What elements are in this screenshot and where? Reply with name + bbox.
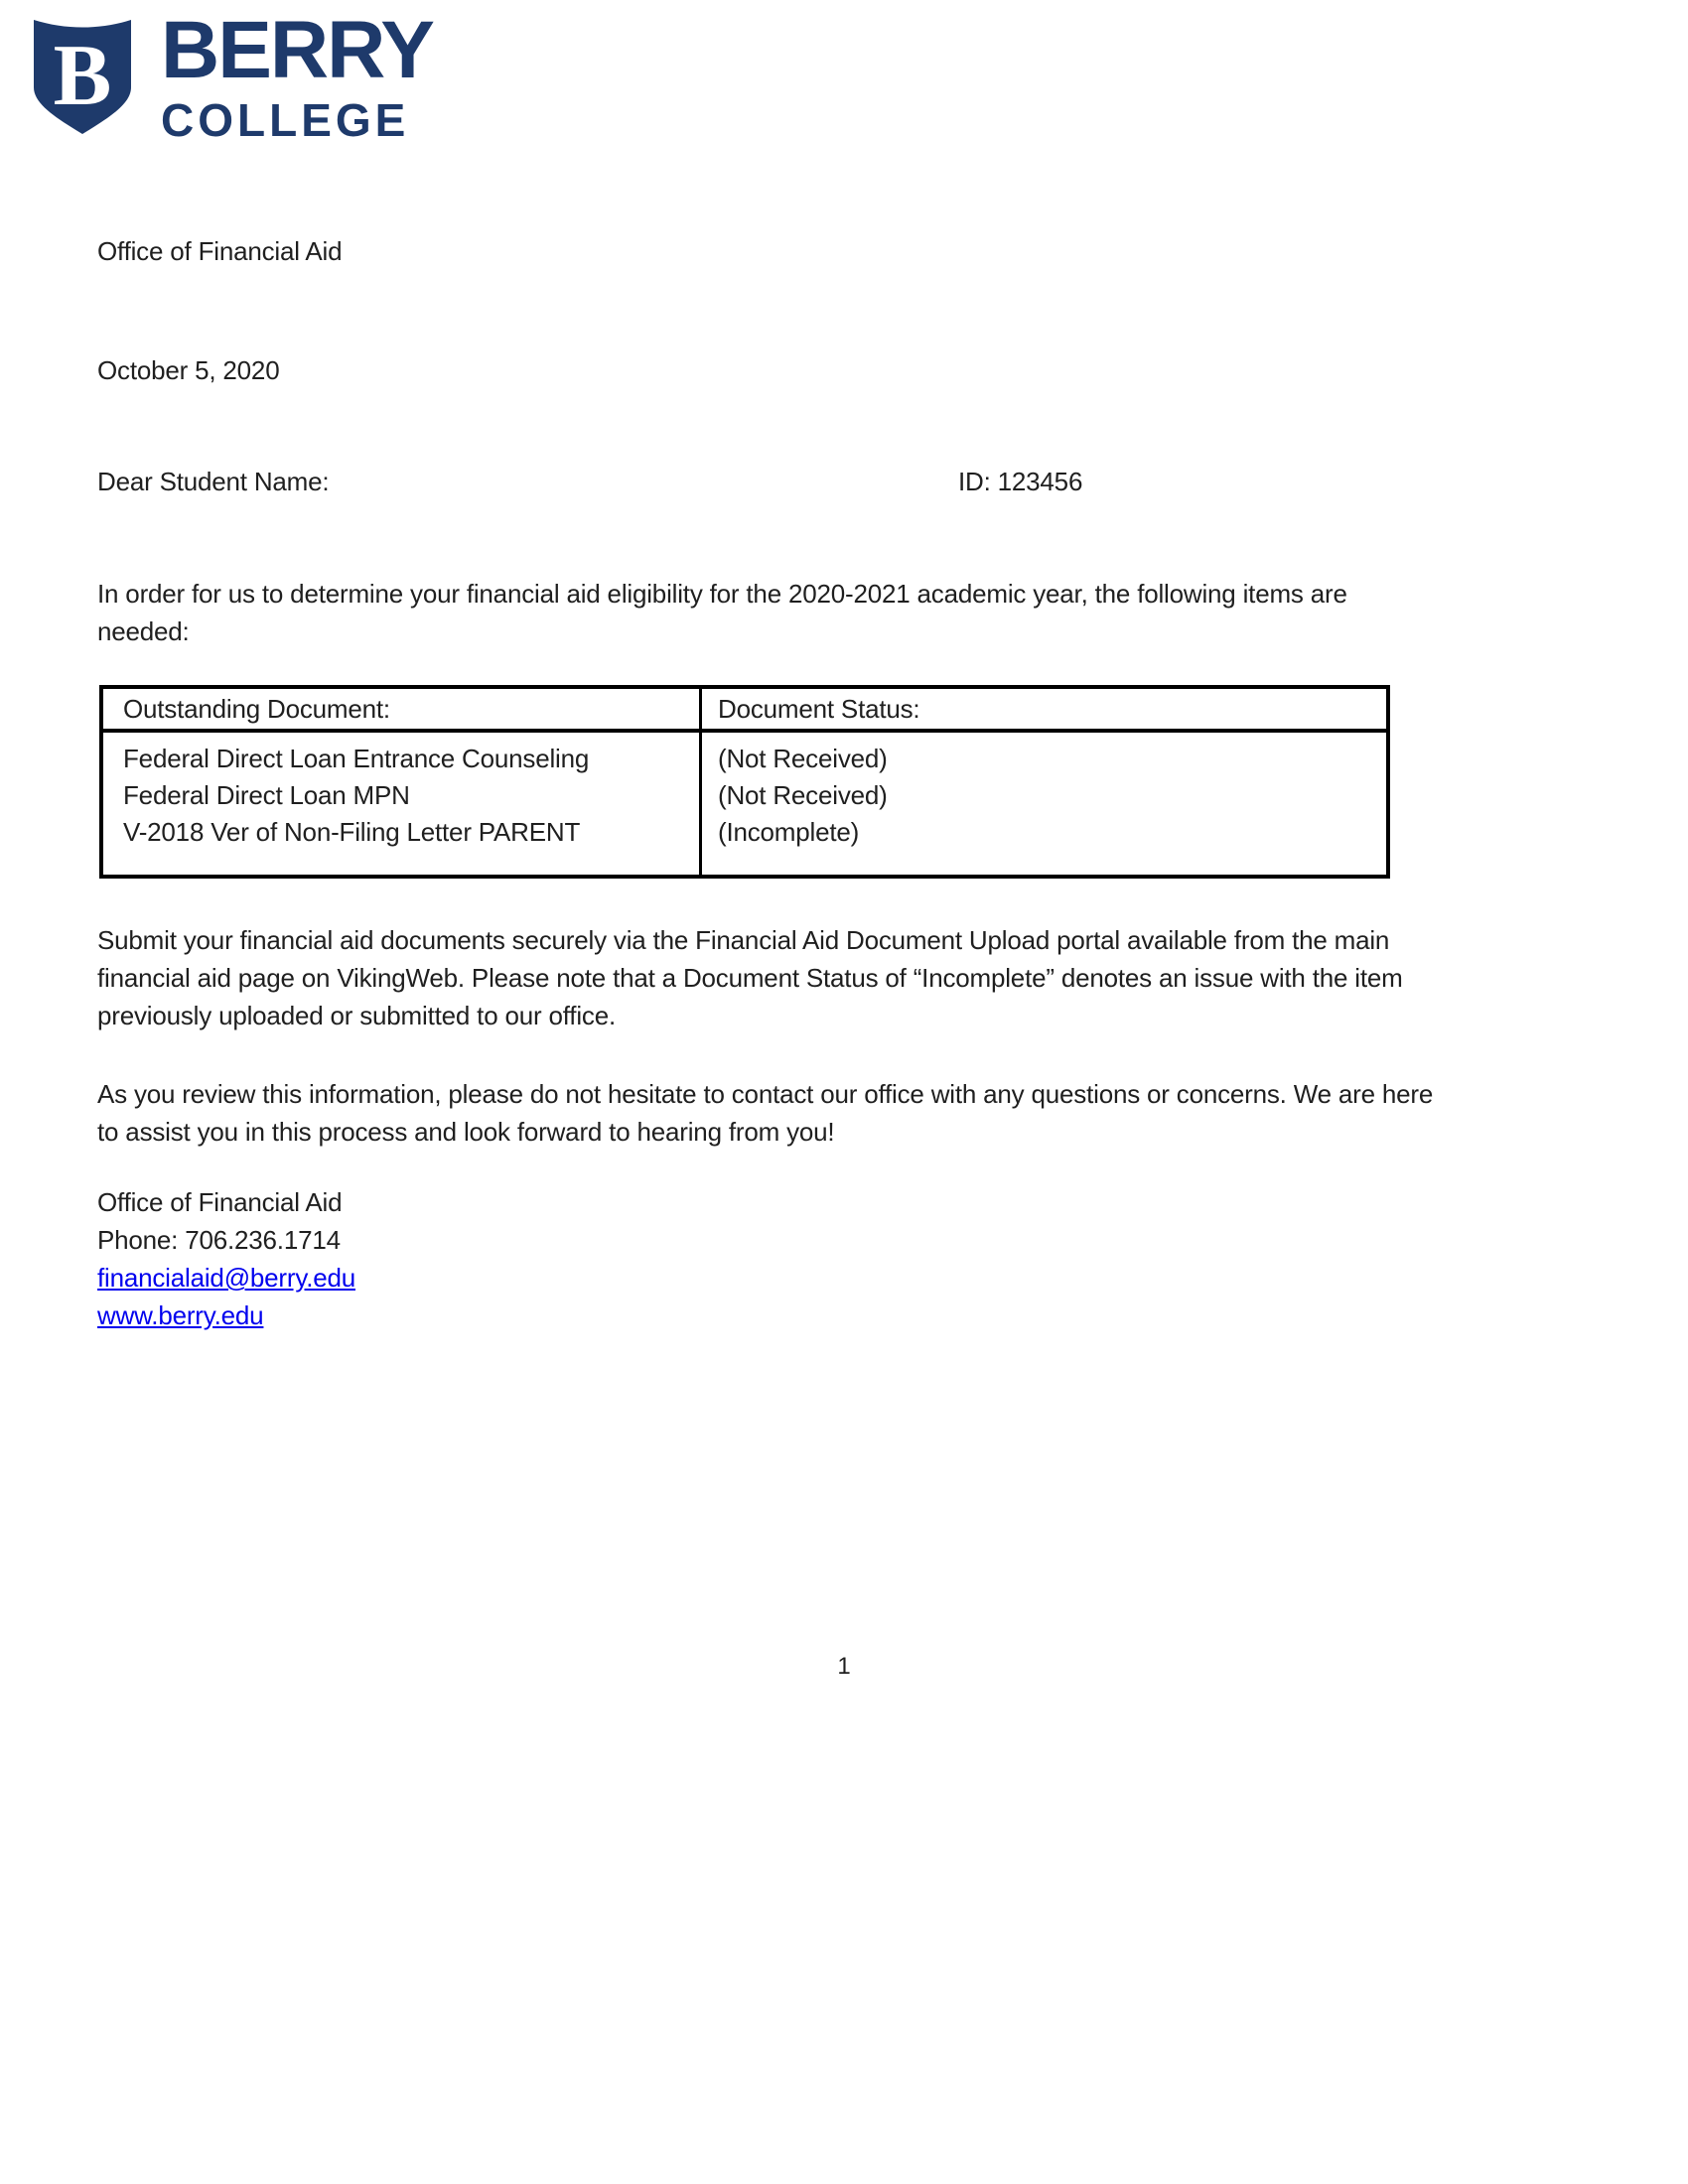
shield-letter: B: [53, 28, 112, 124]
paragraph-line: previously uploaded or submitted to our office.: [97, 1001, 616, 1030]
submit-paragraph: [97, 921, 1403, 1034]
berry-college-logo: [30, 5, 433, 146]
column-header-outstanding-document: Outstanding Document:: [123, 694, 390, 724]
signature-block: [97, 1183, 355, 1334]
letter-date: October 5, 2020: [97, 355, 280, 385]
status-list-cell: [699, 733, 1386, 875]
table-header-row: [103, 689, 1386, 733]
brand-name: BERRY: [161, 5, 433, 95]
table-row-status: (Not Received): [718, 744, 888, 773]
table-row-status: (Incomplete): [718, 817, 860, 847]
brand-subname: COLLEGE: [161, 94, 410, 146]
logo-wordmark: [161, 5, 433, 146]
page-number: 1: [837, 1653, 851, 1680]
table-row-document: Federal Direct Loan Entrance Counseling: [123, 744, 590, 773]
paragraph-line: Submit your financial aid documents securely via the Financial Aid Document Upload portal available from the main: [97, 925, 1390, 955]
intro-paragraph: [97, 575, 1347, 650]
shield-icon: [30, 8, 135, 139]
student-id: ID: 123456: [958, 467, 1083, 496]
paragraph-line: to assist you in this process and look forward to hearing from you!: [97, 1117, 835, 1147]
email-link[interactable]: financialaid@berry.edu: [97, 1263, 355, 1293]
column-header-document-status: Document Status:: [699, 689, 1386, 729]
table-row-status: (Not Received): [718, 780, 888, 810]
paragraph-line: In order for us to determine your financial aid eligibility for the 2020-2021 academic year, the following items are: [97, 579, 1347, 609]
signature-office: Office of Financial Aid: [97, 1187, 343, 1217]
signature-phone: Phone: 706.236.1714: [97, 1225, 341, 1255]
paragraph-line: As you review this information, please do not hesitate to contact our office with any questions or concerns. We are here: [97, 1079, 1434, 1109]
greeting-text: Dear Student Name:: [97, 467, 330, 496]
closing-paragraph: [97, 1075, 1433, 1151]
table-row-document: Federal Direct Loan MPN: [123, 780, 410, 810]
outstanding-documents-table: [99, 685, 1390, 879]
document-list-cell: [103, 733, 699, 875]
salutation-row: [0, 463, 1688, 502]
table-row-document: V-2018 Ver of Non-Filing Letter PARENT: [123, 817, 581, 847]
paragraph-line: financial aid page on VikingWeb. Please note that a Document Status of “Incomplete” denotes an issue with the item: [97, 963, 1403, 993]
website-link[interactable]: www.berry.edu: [97, 1300, 264, 1330]
paragraph-line: needed:: [97, 616, 190, 646]
office-heading: Office of Financial Aid: [97, 236, 343, 266]
table-body: [103, 733, 1386, 875]
